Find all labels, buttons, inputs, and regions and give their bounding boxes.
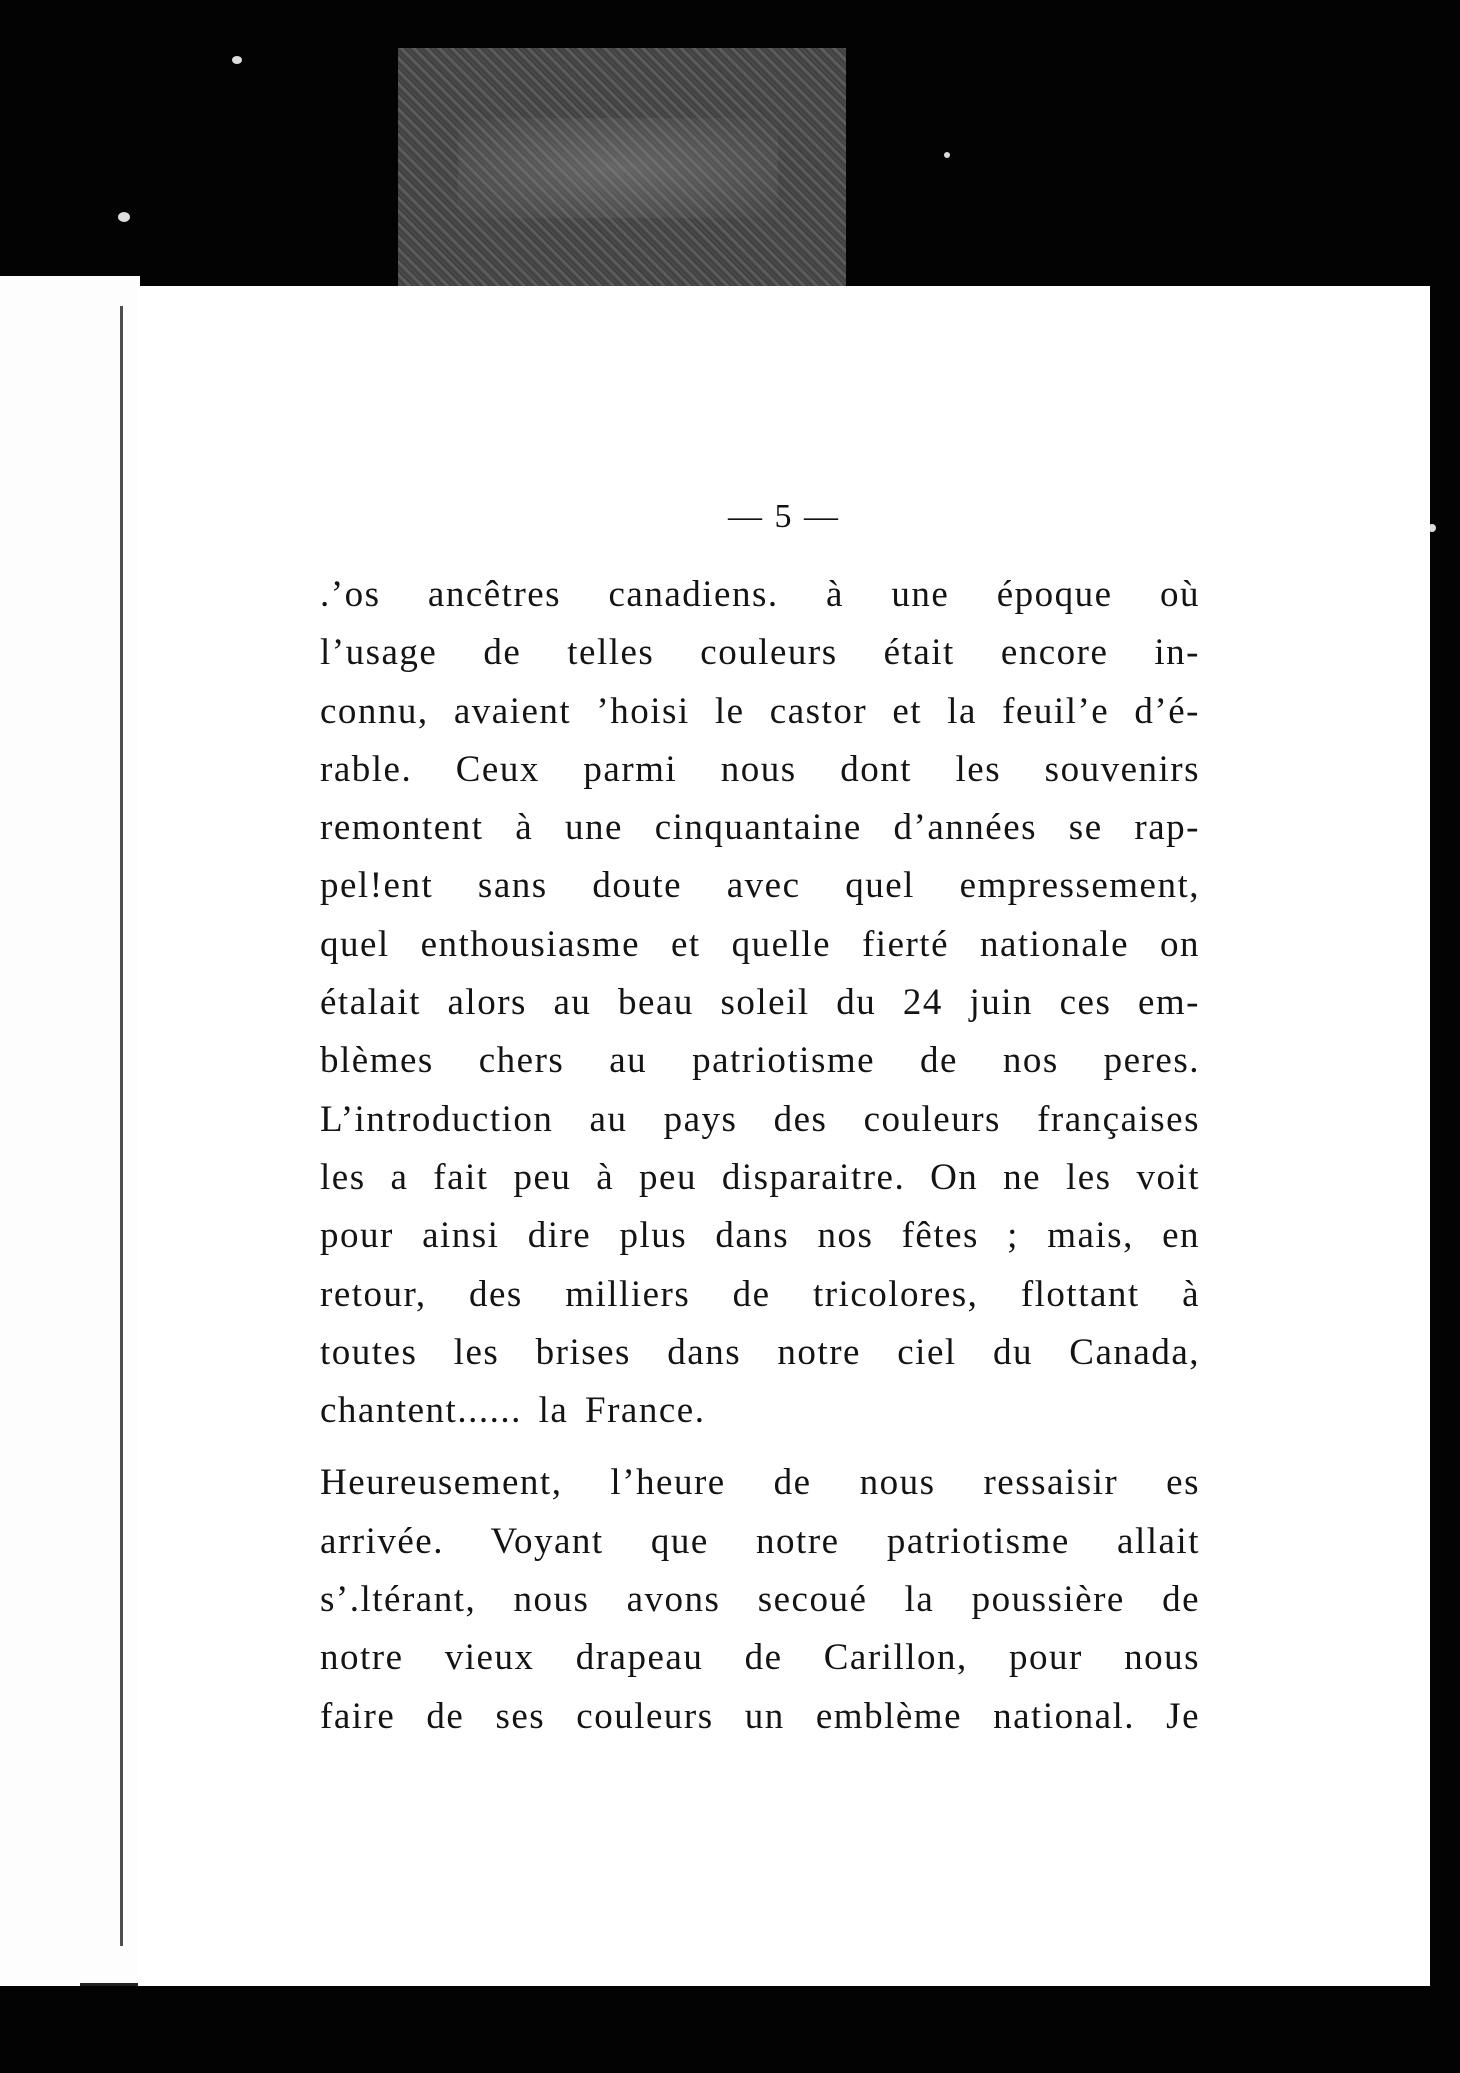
text-line: notre vieux drapeau de Carillon, pour nous <box>320 1637 1200 1679</box>
text-line: s’.ltérant, nous avons secoué la poussière de <box>320 1579 1200 1621</box>
scan-speck <box>944 152 950 158</box>
paragraph-1 <box>320 566 1200 1440</box>
text-line: arrivée. Voyant que notre patriotisme allait <box>320 1520 1200 1562</box>
text-line: pour ainsi dire plus dans nos fêtes ; mais, en <box>320 1215 1200 1257</box>
body-text <box>320 566 1200 1746</box>
text-line: chantent...... la France. <box>320 1390 706 1432</box>
text-line: les a fait peu à peu disparaitre. On ne les voit <box>320 1156 1200 1198</box>
text-line: toutes les brises dans notre ciel du Canada, <box>320 1331 1200 1373</box>
text-line: blèmes chers au patriotisme de nos peres. <box>320 1040 1200 1082</box>
text-line: quel enthousiasme et quelle fierté nationale on <box>320 923 1200 965</box>
label-smudge <box>458 118 778 218</box>
text-line: retour, des milliers de tricolores, flottant à <box>320 1273 1200 1315</box>
text-line: L’introduction au pays des couleurs françaises <box>320 1098 1200 1140</box>
text-line: Heureusement, l’heure de nous ressaisir es <box>320 1462 1200 1504</box>
text-line: .’os ancêtres canadiens. à une époque où <box>320 574 1200 615</box>
paragraph-2 <box>320 1454 1200 1745</box>
page-edge-bottom <box>80 1983 140 1986</box>
text-line: remontent à une cinquantaine d’années se rap- <box>320 807 1200 849</box>
text-line: rable. Ceux parmi nous dont les souvenirs <box>320 748 1200 790</box>
page-number: — 5 — <box>728 498 840 535</box>
left-page-edge <box>0 276 140 1986</box>
page-edge-line <box>120 306 123 1946</box>
document-page <box>138 286 1430 1986</box>
scan-speck <box>118 212 130 222</box>
text-line: connu, avaient ’hoisi le castor et la feuil’e d’é- <box>320 690 1200 732</box>
text-line: l’usage de telles couleurs était encore in- <box>320 632 1200 674</box>
text-line: étalait alors au beau soleil du 24 juin ces em- <box>320 982 1200 1024</box>
scan-speck <box>232 56 242 64</box>
text-line: faire de ses couleurs un emblème national. Je <box>320 1695 1200 1737</box>
text-line: pel!ent sans doute avec quel empressement, <box>320 865 1200 907</box>
binding-label <box>398 48 846 308</box>
paragraph-gap <box>320 1440 1200 1454</box>
